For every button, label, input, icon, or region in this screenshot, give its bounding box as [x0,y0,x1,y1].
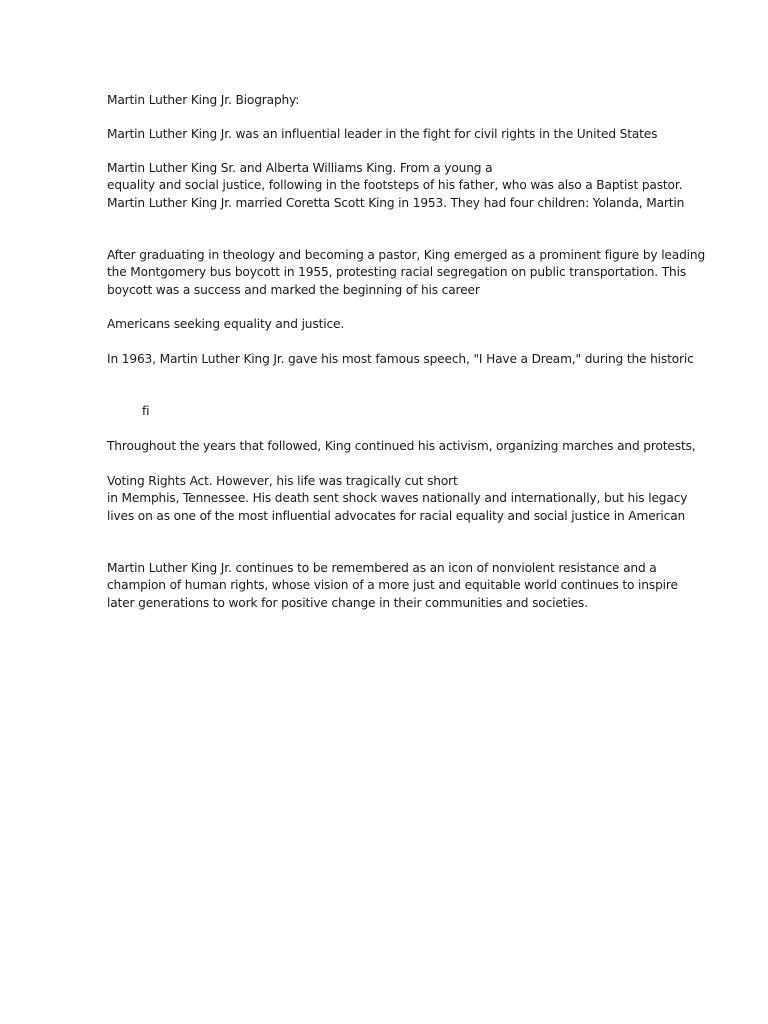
paragraph-line: Americans seeking equality and justice. [107,317,345,331]
paragraph-line: champion of human rights, whose vision of a more just and equitable world continues to inspire [107,578,678,592]
paragraph-line: In 1963, Martin Luther King Jr. gave his most famous speech, "I Have a Dream," during the historic [107,352,694,366]
paragraph-line: Throughout the years that followed, King continued his activism, organizing marches and protests, [107,439,696,453]
paragraph-line: Martin Luther King Jr. was an influential leader in the fight for civil rights in the United States [107,127,658,141]
paragraph-line: Martin Luther King Jr. continues to be remembered as an icon of nonviolent resistance and a [107,561,657,575]
paragraph-line: later generations to work for positive change in their communities and societies. [107,596,588,610]
paragraph-line: Martin Luther King Sr. and Alberta Williams King. From a young a [107,161,493,175]
paragraph-line: in Memphis, Tennessee. His death sent shock waves nationally and internationally, but his legacy [107,491,688,505]
paragraph-line: lives on as one of the most influential advocates for racial equality and social justice in American [107,509,686,523]
paragraph-line: Martin Luther King Jr. married Coretta Scott King in 1953. They had four children: Yolanda, Martin [107,196,685,210]
ligature-fragment: fi [142,404,150,418]
document-title: Martin Luther King Jr. Biography: [107,93,300,107]
paragraph-line: the Montgomery bus boycott in 1955, protesting racial segregation on public transportation. This [107,265,687,279]
paragraph-line: equality and social justice, following in the footsteps of his father, who was also a Baptist pastor. [107,178,683,192]
paragraph-line: After graduating in theology and becoming a pastor, King emerged as a prominent figure by leading [107,248,706,262]
paragraph-line: Voting Rights Act. However, his life was tragically cut short [107,474,458,488]
paragraph-line: boycott was a success and marked the beginning of his career [107,283,480,297]
